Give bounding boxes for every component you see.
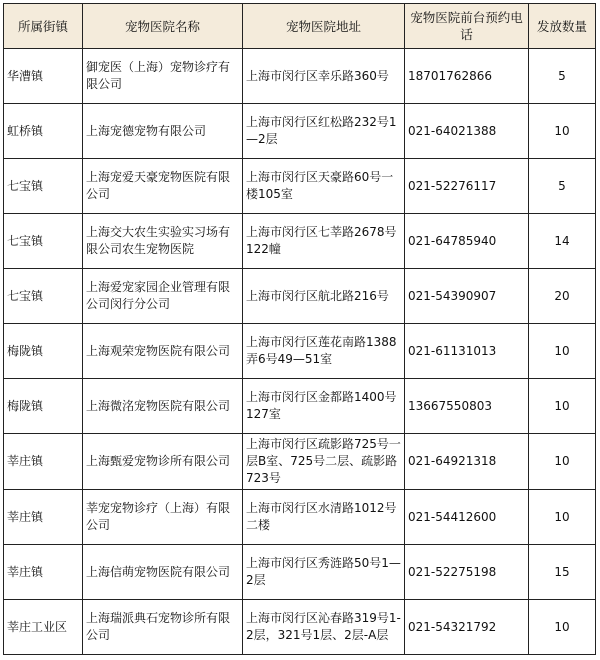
cell-phone: 13667550803: [405, 379, 529, 434]
cell-hospital-address: 上海市闵行区红松路232号1—2层: [243, 104, 405, 159]
cell-hospital-name: 上海交大农生实验实习场有限公司农生宠物医院: [83, 214, 243, 269]
cell-count: 10: [529, 324, 596, 379]
cell-phone: 021-54412600: [405, 490, 529, 545]
header-count: 发放数量: [529, 4, 596, 49]
cell-phone: 021-52276117: [405, 159, 529, 214]
header-row: [4, 4, 596, 49]
cell-town: 莘庄镇: [4, 434, 83, 490]
cell-town: 七宝镇: [4, 159, 83, 214]
cell-count: 10: [529, 434, 596, 490]
table-row: [4, 49, 596, 104]
cell-hospital-name: 上海宠爱天豪宠物医院有限公司: [83, 159, 243, 214]
cell-count: 14: [529, 214, 596, 269]
table-row: [4, 104, 596, 159]
cell-hospital-name: 御宠医（上海）宠物诊疗有限公司: [83, 49, 243, 104]
cell-hospital-address: 上海市闵行区幸乐路360号: [243, 49, 405, 104]
cell-count: 10: [529, 379, 596, 434]
table-row: [4, 379, 596, 434]
cell-phone: 021-64021388: [405, 104, 529, 159]
cell-hospital-address: 上海市闵行区沁春路319号1-2层，321号1层、2层-A层: [243, 600, 405, 655]
cell-hospital-address: 上海市闵行区金都路1400号127室: [243, 379, 405, 434]
cell-town: 莘庄镇: [4, 490, 83, 545]
cell-hospital-name: 上海甄爱宠物诊所有限公司: [83, 434, 243, 490]
cell-hospital-address: 上海市闵行区莲花南路1388弄6号49—51室: [243, 324, 405, 379]
table-row: [4, 545, 596, 600]
cell-town: 梅陇镇: [4, 324, 83, 379]
cell-phone: 021-64785940: [405, 214, 529, 269]
cell-hospital-address: 上海市闵行区疏影路725号一层B室、725号二层、疏影路723号: [243, 434, 405, 490]
cell-town: 华漕镇: [4, 49, 83, 104]
cell-hospital-address: 上海市闵行区天豪路60号一楼105室: [243, 159, 405, 214]
cell-hospital-name: 莘宠宠物诊疗（上海）有限公司: [83, 490, 243, 545]
cell-phone: 18701762866: [405, 49, 529, 104]
table-row: [4, 159, 596, 214]
cell-phone: 021-61131013: [405, 324, 529, 379]
cell-town: 莘庄工业区: [4, 600, 83, 655]
table-row: [4, 434, 596, 490]
header-hospital-name: 宠物医院名称: [83, 4, 243, 49]
cell-count: 20: [529, 269, 596, 324]
cell-town: 莘庄镇: [4, 545, 83, 600]
cell-town: 七宝镇: [4, 214, 83, 269]
cell-count: 10: [529, 490, 596, 545]
header-phone: 宠物医院前台预约电话: [405, 4, 529, 49]
cell-hospital-address: 上海市闵行区水清路1012号二楼: [243, 490, 405, 545]
table-row: [4, 490, 596, 545]
cell-town: 七宝镇: [4, 269, 83, 324]
cell-hospital-name: 上海瑞派典石宠物诊所有限公司: [83, 600, 243, 655]
cell-count: 15: [529, 545, 596, 600]
pet-hospital-table: [3, 3, 596, 655]
table-row: [4, 600, 596, 655]
cell-phone: 021-54321792: [405, 600, 529, 655]
cell-hospital-name: 上海宠德宠物有限公司: [83, 104, 243, 159]
cell-hospital-address: 上海市闵行区秀涟路50号1—2层: [243, 545, 405, 600]
table-row: [4, 214, 596, 269]
cell-hospital-name: 上海爱宠家园企业管理有限公司闵行分公司: [83, 269, 243, 324]
table-body: [4, 49, 596, 655]
header-town: 所属街镇: [4, 4, 83, 49]
cell-count: 5: [529, 49, 596, 104]
table-row: [4, 269, 596, 324]
cell-town: 梅陇镇: [4, 379, 83, 434]
cell-hospital-name: 上海观荣宠物医院有限公司: [83, 324, 243, 379]
cell-hospital-address: 上海市闵行区航北路216号: [243, 269, 405, 324]
cell-phone: 021-54390907: [405, 269, 529, 324]
cell-hospital-address: 上海市闵行区七莘路2678号122幢: [243, 214, 405, 269]
cell-count: 5: [529, 159, 596, 214]
cell-count: 10: [529, 104, 596, 159]
cell-hospital-name: 上海微洺宠物医院有限公司: [83, 379, 243, 434]
cell-count: 10: [529, 600, 596, 655]
table-row: [4, 324, 596, 379]
cell-phone: 021-64921318: [405, 434, 529, 490]
header-hospital-address: 宠物医院地址: [243, 4, 405, 49]
cell-hospital-name: 上海信萌宠物医院有限公司: [83, 545, 243, 600]
cell-town: 虹桥镇: [4, 104, 83, 159]
cell-phone: 021-52275198: [405, 545, 529, 600]
